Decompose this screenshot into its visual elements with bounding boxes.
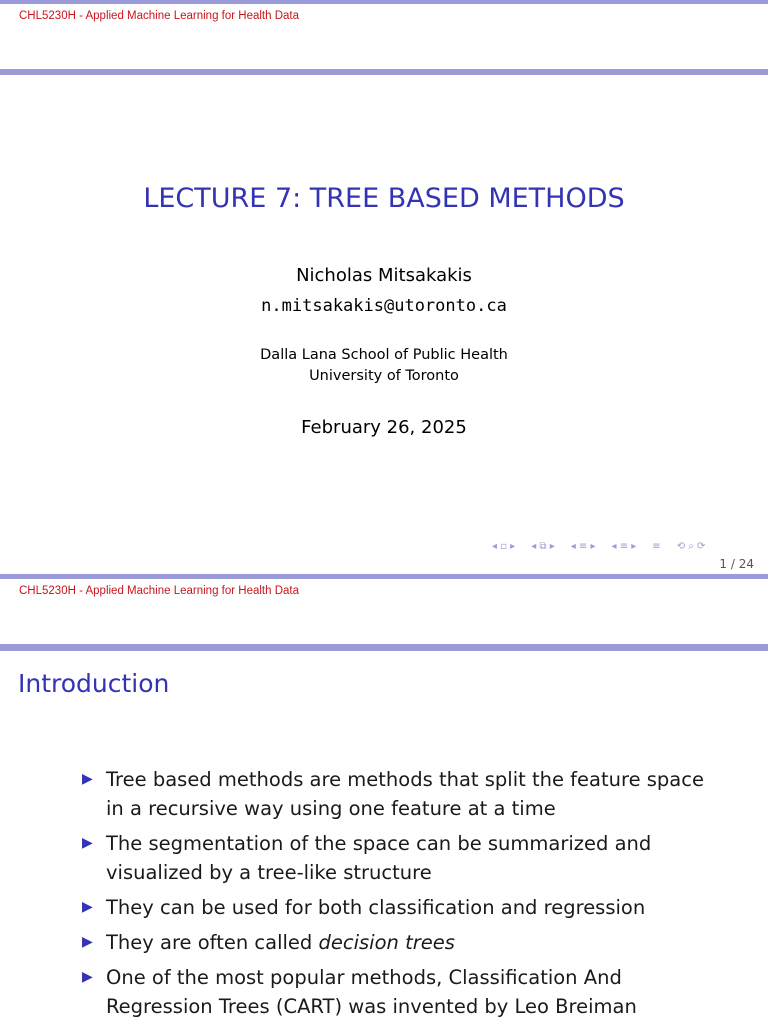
course-header-2: CHL5230H - Applied Machine Learning for Health Data [19, 585, 299, 597]
top-rule [0, 0, 768, 4]
institution-line-1: Dalla Lana School of Public Health [260, 347, 508, 363]
bullet-emphasis: decision trees [318, 931, 455, 954]
beamer-navigation [492, 538, 762, 554]
course-header: CHL5230H - Applied Machine Learning for Health Data [19, 10, 299, 22]
lecture-date: February 26, 2025 [301, 417, 467, 438]
bullet-triangle-icon: ▶ [82, 771, 93, 787]
lecture-title: LECTURE 7: TREE BASED METHODS [143, 183, 625, 214]
nav-first-icon[interactable]: ◂ ▫ ▸ [492, 540, 516, 552]
frame-title: Introduction [18, 669, 170, 698]
header-rule-2 [0, 644, 768, 651]
bullet-triangle-icon: ▶ [82, 969, 93, 985]
nav-search-icon[interactable]: ⟲ ⌕ ⟳ [676, 540, 706, 552]
bullet-text: The segmentation of the space can be summarized and visualized by a tree-like structure [106, 832, 652, 884]
header-rule [0, 69, 768, 75]
list-item [80, 963, 720, 1021]
list-item [80, 893, 720, 922]
bullet-triangle-icon: ▶ [82, 899, 93, 915]
bullet-triangle-icon: ▶ [82, 835, 93, 851]
author-email: n.mitsakakis@utoronto.ca [261, 296, 507, 316]
list-item [80, 829, 720, 887]
bullet-text: They are often called [106, 931, 319, 954]
bullet-text: One of the most popular methods, Classification And Regression Trees (CART) was invented by Leo Breiman [106, 966, 637, 1018]
author-name: Nicholas Mitsakakis [296, 265, 472, 286]
nav-align-icon[interactable]: ≡ [652, 540, 661, 552]
nav-frame-icon[interactable]: ◂ ⧉ ▸ [531, 540, 555, 552]
page-number: 1 / 24 [719, 557, 754, 571]
nav-section-icon[interactable]: ◂ ≡ ▸ [611, 540, 637, 552]
nav-subsection-icon[interactable]: ◂ ≡ ▸ [570, 540, 596, 552]
bullet-text: Tree based methods are methods that split the feature space in a recursive way using one feature at a time [106, 768, 704, 820]
bullet-triangle-icon: ▶ [82, 934, 93, 950]
list-item [80, 928, 720, 957]
bullet-text: They can be used for both classification and regression [106, 896, 646, 919]
institution-line-2: University of Toronto [309, 368, 459, 384]
list-item [80, 765, 720, 823]
bullet-list [80, 765, 720, 1027]
slide-separator-rule [0, 574, 768, 579]
